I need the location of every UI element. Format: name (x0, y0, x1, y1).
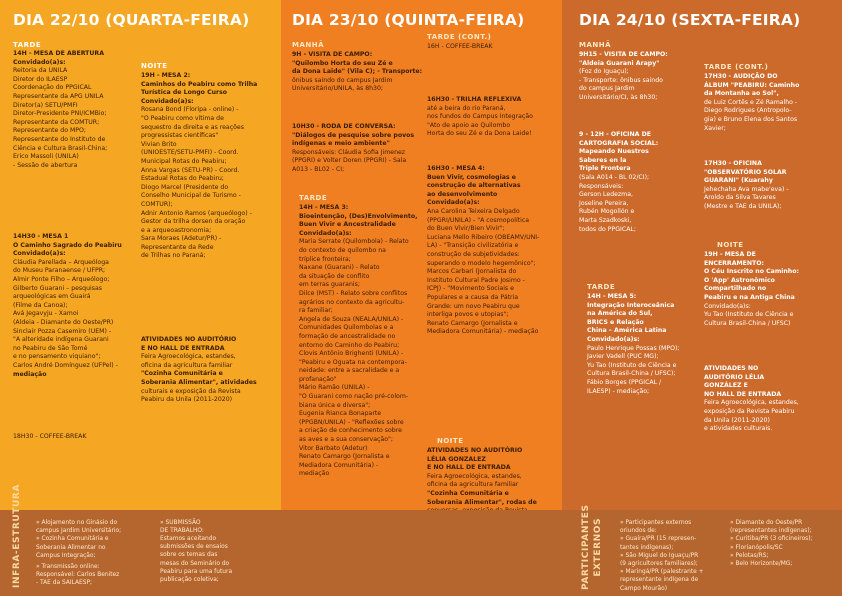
period-label: NOITE (141, 62, 168, 70)
text-line: (representantes indígenas); (730, 528, 812, 535)
text-line: Feira Agroecológica, estandes, (427, 472, 522, 480)
hall-activities (141, 336, 281, 405)
period-label: TARDE (587, 283, 616, 291)
text-line: ATIVIDADES NO AUDITÓRIO (141, 336, 237, 343)
text-line: Caminhos do Peabiru como Trilha (141, 80, 258, 88)
text-line: "OBSERVATÓRIO SOLAR (704, 168, 787, 176)
text-line: interliga povos e utopias"; (427, 311, 509, 319)
text-line: Vivian Brito (141, 140, 177, 148)
text-line: Jehechaha Ava mabe'eva) - (704, 185, 789, 193)
text-line: 10H30 - RODA DE CONVERSA: (292, 123, 396, 130)
text-line: (PPGRI) e Volter Doren (PPGRI) - Sala (292, 157, 407, 165)
text-line: Mediadora Comunitária) - (299, 461, 379, 469)
text-line: Ana Carolina Teixeira Delgado (427, 207, 520, 215)
text-line: Soberania Alimentar", rodas de (427, 498, 537, 506)
text-line: » Pelotas/RS; (730, 552, 769, 559)
text-line: Campus Integração; (36, 552, 96, 559)
text-line: Renato Camargo (Jornalista e (427, 319, 518, 327)
text-line: Gilberto Guarani – pesquisas (13, 284, 102, 292)
text-line: oficina da agricultura familiar (141, 361, 233, 369)
text-line: BRICS e Relação (587, 318, 644, 326)
text-line: Responsáveis: Cláudia Sofia Jimenez (292, 148, 406, 156)
participants-label (580, 504, 604, 590)
text-line: Convidado(a)s: (141, 97, 194, 105)
text-line: mediação (13, 370, 47, 378)
text-line: - TAE da SAILAESP; (36, 580, 93, 587)
text-line: 19H - MESA DE (704, 251, 756, 258)
text-line: Diretor(a) SETU/PMFI (13, 101, 78, 109)
text-line: "Diálogos de pesquise sobre povos (292, 131, 415, 139)
text-line: Turística de Longo Curso (141, 89, 228, 97)
text-line: Responsáveis: (579, 182, 624, 190)
text-line: Coordenação do PPGICAL (13, 84, 92, 92)
text-line: progressistas científicas" (141, 132, 219, 140)
table-3 (299, 204, 429, 479)
text-line: Gerson Ledezma, (579, 191, 633, 199)
text-line: E NO HALL DE ENTRADA (427, 464, 511, 472)
text-line: biana única e diversa"; (299, 401, 371, 409)
text-line: agrários no contexto da agricultu- (299, 298, 405, 306)
text-line: "Ato de apoio ao Quilombo (427, 121, 511, 129)
text-line: superando o modelo hegemônico"; (427, 259, 536, 267)
text-line: ÁLBUM "PEABIRU: Caminho (704, 81, 800, 89)
text-line: Eugenia Rianca Bonaparte (299, 410, 382, 418)
period-label: MANHÃ (579, 41, 612, 49)
coffee-break: 16H - COFFEE-BREAK (427, 43, 493, 50)
text-line: (Sala A014 - BL 02/CI); (579, 173, 650, 181)
table-2 (141, 72, 281, 261)
text-line: Convidado(a)s: (13, 250, 66, 258)
text-line: ao desenvolvimento (427, 190, 498, 198)
text-line: Gestor da trilha dorsen da oração (141, 218, 246, 226)
text-line: Estadual Rotas do Peabiru; (141, 175, 224, 183)
text-line: Mário Ramão (UNILA) - (299, 384, 370, 392)
text-line: - Transporte: ônibus saindo (579, 76, 663, 84)
participants-list-1 (620, 519, 720, 593)
closing-table (704, 251, 842, 328)
text-line: Almir Ponte Filho – Arqueólogo; (13, 275, 110, 283)
text-line: até a beira do rio Paraná, (427, 104, 506, 112)
infra-items (36, 519, 146, 560)
text-line: exposição da Revista Peabiru (704, 407, 795, 415)
text-line: Carlos André Domínguez (UFPel) - (13, 361, 118, 369)
text-line: Representante do MPO; (13, 127, 86, 135)
text-line: Convidado(a)s: (587, 335, 640, 343)
text-line: COMTUR); (141, 200, 173, 208)
period-label: TARDE (13, 41, 42, 49)
text-line: "O Peabiru como vítima de (141, 114, 224, 122)
coffee-break: 18H30 - COFFEE-BREAK (13, 433, 87, 440)
text-line: "Cozinha Comunitária e (141, 370, 223, 378)
text-line: Diretor-Presidente PNI/ICMBio; (13, 110, 107, 118)
text-line: » Transmissão online: (36, 564, 100, 570)
text-line: e a arqueoastronomia; (141, 226, 212, 234)
submission-title (160, 519, 260, 535)
day-column-friday (562, 0, 842, 510)
text-line: e no pensamento viquiano"; (13, 353, 101, 361)
text-line: ENCERRAMENTO: (704, 259, 765, 267)
text-line: Populares e a causa da Pátria (427, 293, 519, 301)
text-line: » Maringá/PR (palestrante + (620, 569, 704, 576)
text-line: "O Guarani como nação pré-colom- (299, 393, 409, 401)
text-line: Diretor do ILAESP (13, 75, 68, 83)
table-1 (13, 233, 153, 379)
opening-session (13, 50, 148, 170)
text-line: Campo Mourão) (620, 585, 668, 592)
text-line: Saberes en la (579, 156, 627, 164)
text-line: Peabiru da Unila (2011-2020) (141, 396, 233, 404)
text-line: O Céu Inscrito no Caminho: (704, 268, 799, 276)
text-line: Avá Jegavyju - Xamoi (13, 310, 79, 318)
text-line: mediação (299, 470, 330, 478)
text-line: Universitário/UNILA, às 8h30; (292, 85, 384, 93)
period-label: NOITE (717, 241, 744, 249)
text-line: 16H30 - TRILHA REFLEXIVA (427, 96, 522, 103)
period-label: TARDE (CONT.) (427, 33, 492, 41)
text-line: oriundos de: (620, 528, 657, 535)
text-line: sequestro da direita e as reações (141, 123, 244, 131)
text-line: neidade: entre a sacralidade e a (299, 367, 400, 375)
text-line: "Peabiru e Oguata na contempora- (299, 358, 407, 366)
text-line: formação de ancestralidade no (299, 332, 396, 340)
text-line: ILAESP) - mediação; (587, 387, 650, 395)
text-line: do contexto de quilombo na (299, 246, 386, 254)
text-line: Representante da APG UNILA (13, 92, 104, 100)
text-line: (Filme da Canoa); (13, 301, 68, 309)
text-line: ATIVIDADES NO (704, 365, 759, 372)
text-line: Municipal Rotas do Peabiru; (141, 157, 227, 165)
text-line: nos fundos do Campus Integração (427, 113, 533, 121)
text-line: do Museu Paranaense / UFPR; (13, 267, 106, 275)
text-line: (Aldeia - Diamante do Oeste/PR) (13, 318, 114, 326)
text-line: Compartilhado no (704, 285, 767, 293)
text-line: submissões de ensaios (160, 544, 228, 551)
text-line: Luciana Mello Ribeiro (OBEAMV/UNI- (427, 233, 540, 241)
text-line: Sara Moraes (Adetur/PR) - (141, 235, 222, 243)
text-line: em terras guaranis; (299, 281, 360, 289)
table-5 (587, 293, 707, 396)
text-line: GONZÁLEZ E (704, 382, 748, 390)
text-line: Maria Serrate (Quilombola) - Relato (299, 238, 409, 246)
text-line: Buen Vivir e Ancestralidade (299, 221, 396, 229)
text-line: Mapeando Nuestros (579, 148, 649, 156)
text-line: Rosana Bond (Floripa - online) - (141, 106, 239, 114)
text-line: campus Jardim Universitário; (36, 528, 122, 535)
text-line: Anna Vargas (SETU-PR) - Coord. (141, 166, 240, 174)
text-line: (PPGBN/UNILA) - "Reflexões sobre (299, 418, 404, 426)
field-visit (579, 51, 699, 103)
text-line: tríplice fronteira; (299, 255, 351, 263)
text-line: Soberania Alimentar no (36, 544, 106, 551)
text-line: Bioeintenção, (Des)Envolvimento, (299, 212, 418, 220)
period-label: TARDE (299, 194, 328, 202)
text-line: Feira Agroecológica, estandes, (141, 353, 236, 361)
day-title: DIA 22/10 (QUARTA-FEIRA) (13, 11, 250, 29)
text-line: na América do Sul, (587, 310, 653, 318)
text-line: mesas do Seminário do (160, 560, 230, 567)
text-line: Aroldo da Silva Tavares (704, 194, 776, 202)
text-line: Joseline Pereira, (579, 199, 629, 207)
text-line: 9H - VISITA DE CAMPO: (292, 51, 373, 58)
text-line: da Dona Laide" (Vila C); - Transporte: (292, 68, 423, 76)
text-line: Diogo Marcel (Presidente do (141, 183, 229, 191)
text-line: Estamos aceitando (160, 536, 217, 542)
text-line: Convidado(a)s: (704, 302, 751, 310)
text-line: Integração Interoceânica (587, 301, 675, 309)
text-line: da situação de conflito (299, 272, 370, 280)
text-line: 14H - MESA DE ABERTURA (13, 50, 104, 57)
text-line: 14H30 - MESA 1 (13, 233, 69, 240)
text-line: Triple Frontera (579, 165, 631, 173)
text-line: Instituto Cultural Padre Josimo - (427, 276, 525, 284)
text-line: » Diamante do Oeste/PR (730, 520, 803, 526)
text-line: as aves e a sua conservação"; (299, 436, 393, 444)
text-line: CARTOGRAFIA SOCIAL: (579, 139, 659, 147)
text-line: » Participantes externos (620, 520, 692, 526)
text-line: do Buen Vivir/Bien Vivir"; (427, 225, 505, 233)
text-line: Responsável: Carlos Benitez (36, 572, 120, 579)
text-line: DE TRABALHO: (160, 528, 204, 535)
text-line: 17H30 - OFICINA (704, 160, 762, 167)
text-line: Adnir Antonio Ramos (arqueólogo) - (141, 209, 252, 217)
text-line: representante indígena de (620, 577, 699, 584)
text-line: e atividades culturais. (704, 425, 773, 433)
text-line: Dilce (MST) - Relato sobre conflitos (299, 289, 408, 297)
text-line: Yu Tao (Instituto de Ciência e (704, 311, 794, 319)
text-line: Vitor Barbato (Adetur) (299, 444, 368, 452)
streaming-info (36, 563, 146, 588)
text-line: Horta do seu Zé e da Dona Laide! (427, 130, 532, 138)
text-line: Convidado(a)s: (427, 199, 480, 207)
period-label: MANHÃ (292, 41, 325, 49)
text-line: sobre os temas das (160, 552, 218, 559)
text-line: Grande: um novo Peabiru que (427, 302, 520, 310)
field-visit (292, 51, 442, 94)
text-line: Yu Tao (Instituto de Ciência e (587, 361, 677, 369)
text-line: tantes indígenas); (620, 544, 674, 551)
day-title: DIA 24/10 (SEXTA-FEIRA) (579, 11, 801, 29)
cartography-workshop (579, 131, 699, 234)
text-line: "Aldeia Guarani Arapy" (579, 59, 660, 67)
text-line: NO HALL DE ENTRADA (704, 390, 782, 398)
text-line: » Alojamento no Ginásio do (36, 520, 118, 526)
text-line: Angela de Souza (NEALA/UNILA) - (299, 315, 404, 323)
period-label: TARDE (CONT.) (704, 63, 769, 71)
text-line: 9 - 12H - OFICINA DE (579, 131, 651, 138)
text-line: E NO HALL DE ENTRADA (141, 344, 225, 352)
text-line: Representante da Rede (141, 243, 214, 251)
text-line: - Sessão de abertura (13, 161, 78, 169)
text-line: PARTICIPANTES (581, 504, 591, 590)
text-line: Feira Agroecológica, estandes, (704, 399, 799, 407)
text-line: a criação de conhecimento sobre (299, 427, 402, 435)
infra-label: INFRA-ESTRUTURA (12, 483, 22, 588)
text-line: arqueológicas em Guairá (13, 293, 91, 301)
text-line: O 'App' Astronômico (704, 276, 775, 284)
text-line: gia) e Bruno Elena dos Santos (704, 115, 798, 123)
text-line: Peabiru para uma futura (160, 568, 233, 575)
text-line: construção de subjetividades: (427, 250, 520, 258)
text-line: Erico Massoli (UNILA) (13, 153, 79, 161)
text-line: 17H30 - AUDIÇÃO DO (704, 73, 778, 80)
text-line: Reitoria da UNILA (13, 67, 68, 75)
text-line: Representante do Instituto de (13, 135, 106, 143)
text-line: Cultura Brasil-China / UFSC) (704, 319, 791, 327)
text-line: Cultura Brasil-China / UFSC); (587, 370, 676, 378)
text-line: » São Miguel do Iguaçu/PR (620, 552, 699, 559)
text-line: Universitário/CI, às 8h30; (579, 93, 658, 101)
text-line: (UNIOESTE/SETU-PMFI) - Coord. (141, 149, 239, 157)
text-line: ATIVIDADES NO AUDITÓRIO (427, 447, 523, 454)
text-line: 19H - MESA 2: (141, 72, 191, 79)
text-line: 14H - MESA 5: (587, 293, 637, 300)
text-line: Xavier; (704, 124, 726, 132)
text-line: China – América Latina (587, 327, 667, 335)
text-line: Clovis Antônio Brighenti (UNILA) - (299, 350, 404, 358)
text-line: culturais e exposição da Revista (141, 387, 241, 395)
text-line: (PPGRI/UNILA) - "A cosmopolítica (427, 216, 530, 224)
text-line: profanação" (299, 375, 337, 383)
text-line: Marta Szadkoski, (579, 216, 632, 224)
text-line: todos do PPGICAL; (579, 225, 636, 233)
text-line: entorno do Caminho do Peabiru; (299, 341, 400, 349)
reflective-trail (427, 96, 562, 139)
table-4 (427, 165, 562, 337)
day-column-wednesday (0, 0, 281, 510)
text-line: Representante da COMTUR; (13, 118, 100, 126)
day-column-thursday (281, 0, 562, 510)
text-line: Buen Vivir, cosmologias e (427, 173, 516, 181)
text-line: Convidado(a)s: (13, 58, 66, 66)
text-line: publicação coletiva; (160, 577, 219, 584)
text-line: "Quilombo Horta do seu Zé e (292, 59, 393, 67)
text-line: O Caminho Sagrado do Peabiru (13, 241, 122, 249)
text-line: » Belo Horizonte/MG; (730, 561, 793, 568)
text-line: Naxane (Guarani) - Relato (299, 264, 380, 272)
period-label: NOITE (437, 437, 464, 445)
text-line: de Trilhas no Paraná; (141, 252, 206, 260)
text-line: Peabiru e na Antiga China (704, 293, 795, 301)
text-line: Javier Vadell (PUC MG); (587, 353, 659, 361)
text-line: oficina da agricultura familiar (427, 481, 519, 489)
text-line: (Foz do Iguaçu); (579, 68, 629, 76)
text-line: no Peabiru de São Tomé (13, 344, 88, 352)
text-line: Paulo Henrique Possas (MPO); (587, 344, 680, 352)
text-line: Conselho Municipal de Turismo - (141, 192, 241, 200)
text-line: » Cozinha Comunitária e (36, 536, 109, 543)
text-line: LA) - "Transição civilizatória e (427, 242, 519, 250)
hall-activities (704, 365, 842, 434)
album-audition (704, 73, 842, 133)
solar-workshop (704, 160, 842, 212)
text-line: ra familiar; (299, 307, 333, 315)
text-line: » Florianópolis/SC (730, 544, 783, 551)
text-line: "A alteridade indígena Guarani (13, 336, 109, 344)
round-table (292, 123, 442, 175)
text-line: AUDITÓRIO LÉLIA (704, 373, 765, 381)
text-line: Cláudia Parellada – Arqueóloga (13, 258, 109, 266)
text-line: Fábio Borges (PPGICAL / (587, 378, 662, 386)
text-line: da Unila (2011-2020) (704, 416, 770, 424)
text-line: Marcos Carbari (Jornalista do (427, 268, 517, 276)
participants-list-2 (730, 519, 840, 568)
text-line: construção de alternativas (427, 182, 521, 190)
text-line: do campus Jardim (579, 85, 635, 93)
text-line: 14H - MESA 3: (299, 204, 349, 211)
text-line: Comunidades Quilombolas e a (299, 324, 394, 332)
text-line: da Montanha ao Sol", (704, 90, 779, 98)
day-title: DIA 23/10 (QUINTA-FEIRA) (292, 11, 525, 29)
text-line: EXTERNOS (593, 517, 603, 577)
text-line: "Cozinha Comunitária e (427, 489, 509, 497)
text-line: de Luiz Cortês e Zé Ramalho - (704, 98, 798, 106)
text-line: Convidado(a)s: (299, 229, 352, 237)
text-line: 9H15 - VISITA DE CAMPO: (579, 51, 668, 58)
submission-text (160, 535, 270, 584)
text-line: Soberania Alimentar", atividades (141, 378, 257, 386)
text-line: 16H30 - MESA 4: (427, 165, 485, 172)
text-line: Diego Rodrigues (Antropolo- (704, 107, 792, 115)
text-line: LÉLIA GONZALEZ (427, 455, 486, 463)
text-line: » SUBMISSÃO (160, 520, 201, 526)
text-line: Sinclair Pozza Casemiro (UEM) - (13, 327, 112, 335)
text-line: indígenas e meio ambiente" (292, 140, 390, 148)
text-line: Renato Camargo (Jornalista e (299, 453, 390, 461)
text-line: A013 - BL02 - CI; (292, 165, 345, 173)
text-line: » Guaíra/PR (15 represen- (620, 536, 697, 543)
text-line: GUARANI" (Kuarahy (704, 177, 773, 185)
text-line: (Mestre e TAE da UNILA); (704, 202, 782, 210)
text-line: Mediadora Comunitária) - mediação (427, 328, 539, 336)
text-line: (9 agricultores familiares); (620, 561, 698, 568)
text-line: Ciência e Cultura Brasil-China; (13, 144, 108, 152)
text-line: Rubén Mogollón e (579, 208, 635, 216)
text-line: ônibus saindo do campus Jardim (292, 76, 393, 84)
text-line: ICPJ) - "Movimento Sociais e (427, 285, 514, 293)
text-line: » Curitiba/PR (3 oficineiros); (730, 536, 813, 543)
